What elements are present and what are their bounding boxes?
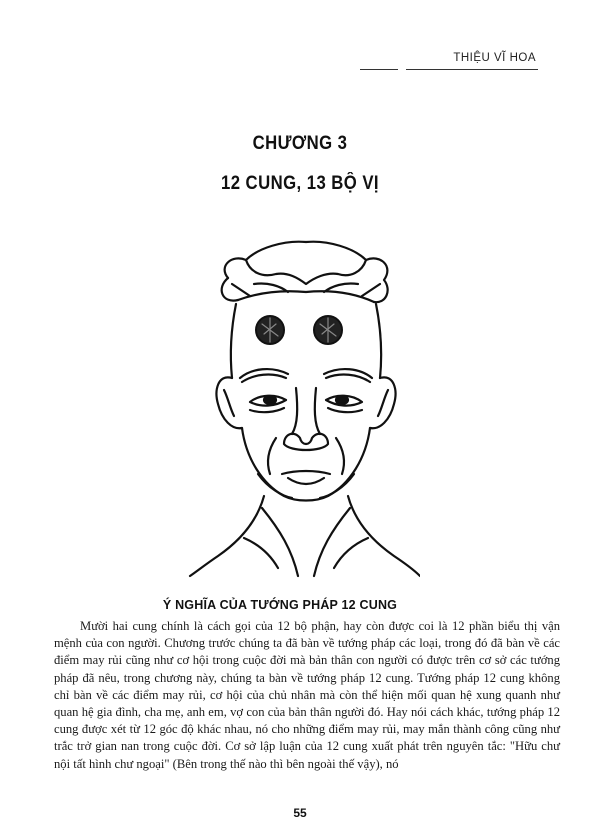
hat-drawing [222,242,388,302]
body-paragraph: Mười hai cung chính là cách gọi của 12 bộ phận, hay còn được coi là 12 phần biểu thị vận mệnh của con người. Chương trước chúng ta đã bàn về tướng pháp các loại, trong đó đã bàn về các điểm may rủi cũng như cơ hội trong cuộc đời mà bản thân con người có được trên cơ sở các tướng pháp đã nêu, trong chương này, chúng ta bàn về tướng pháp 12 cung. Tướng pháp 12 cung không chỉ bàn về các điểm may rủi, cơ hội của chủ nhân mà còn thể hiện mối quan hệ xung quanh như quan hệ gia đình, cha mẹ, anh em, vợ con của bản thân người đó. Hay nói cách khác, tướng pháp 12 cung được xét từ 12 góc độ khác nhau, nó cho những điểm may rủi, may mắn thành công cũng như trắc trở gian nan trong cuộc đời. Cơ sở lập luận của 12 cung xuất phát trên nguyên tắc: "Hữu chư nội tất hình chư ngoại" (Bên trong thế nào thì bên ngoài thế vậy), nó [54,619,560,771]
page-number: 55 [293,806,307,820]
chapter-title: 12 CUNG, 13 BỘ VỊ [220,173,380,194]
running-header [360,52,538,72]
chapter-number: CHƯƠNG 3 [252,133,348,154]
header-author: THIỆU VĨ HOA [453,52,536,64]
face-portrait-icon [188,238,420,578]
section-heading: Ý NGHĨA CỦA TƯỚNG PHÁP 12 CUNG [162,598,398,612]
header-rule [360,69,538,70]
